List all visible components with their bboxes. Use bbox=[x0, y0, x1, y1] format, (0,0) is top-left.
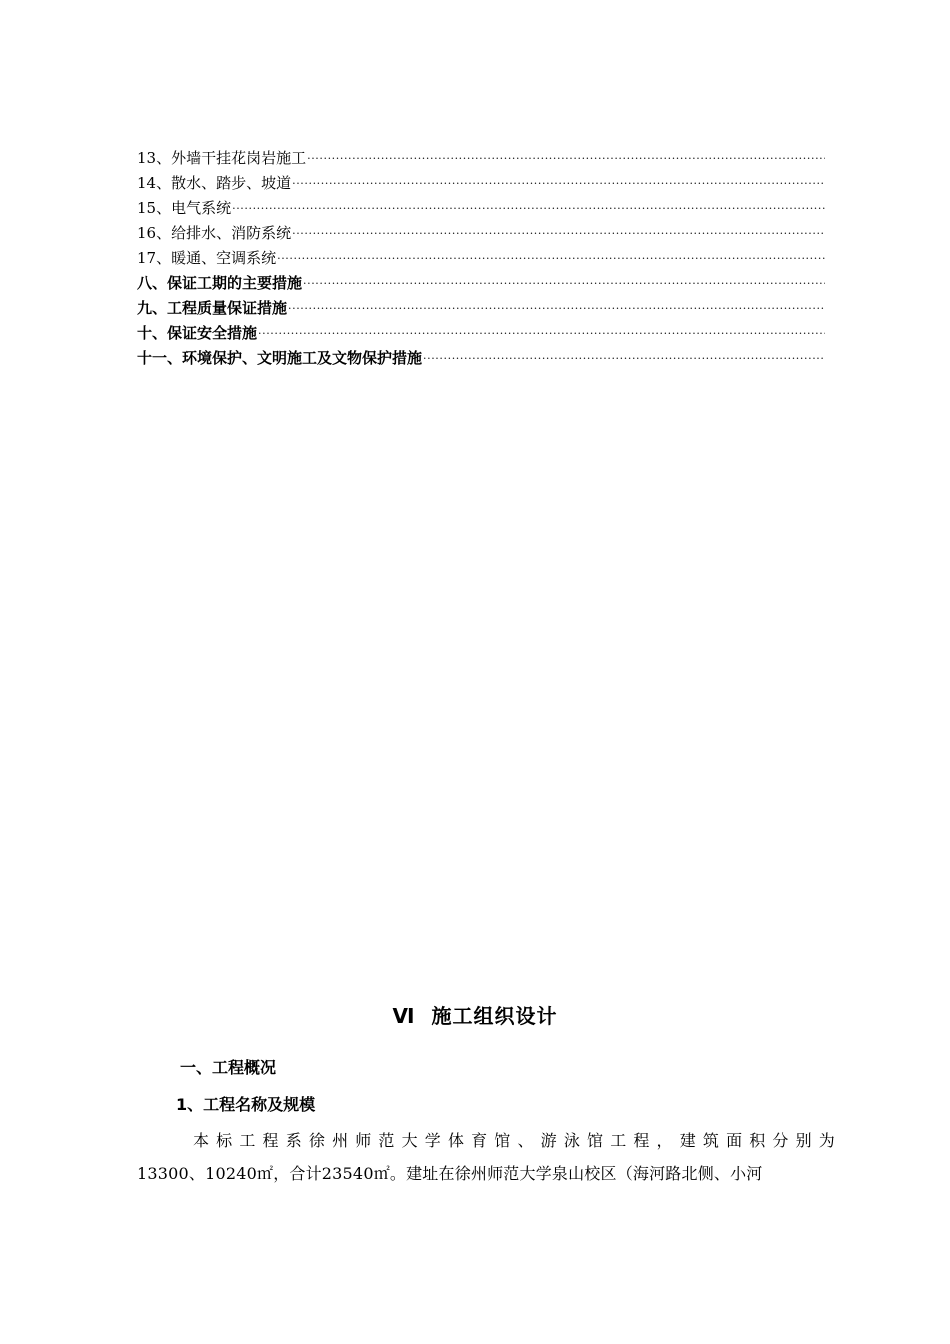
toc-dot-leader bbox=[307, 150, 825, 168]
section-heading: 一、工程概况 bbox=[180, 1058, 277, 1077]
toc-entry[interactable] bbox=[137, 293, 825, 318]
paragraph-line: 13300、10240㎡，合计23540㎡。建址在徐州师范大学泉山校区（海河路北侧、小河 bbox=[137, 1164, 763, 1183]
subsection-heading: 1、工程名称及规模 bbox=[176, 1095, 316, 1114]
toc-entry[interactable] bbox=[137, 143, 825, 168]
toc-entry-label: 十、保证安全措施 bbox=[137, 324, 258, 342]
toc-entry-label: 15、电气系统 bbox=[137, 199, 232, 217]
toc-entry-label: 九、工程质量保证措施 bbox=[137, 299, 288, 317]
toc-entry[interactable] bbox=[137, 218, 825, 243]
chapter-title: Ⅵ 施工组织设计 bbox=[392, 1004, 558, 1028]
body-paragraph bbox=[137, 1124, 837, 1190]
toc-entry-label: 13、外墙干挂花岗岩施工 bbox=[137, 149, 307, 167]
toc-dot-leader bbox=[277, 250, 825, 268]
toc-entry[interactable] bbox=[137, 168, 825, 193]
toc-entry[interactable] bbox=[137, 268, 825, 293]
toc-entry[interactable] bbox=[137, 318, 825, 343]
toc-entry[interactable] bbox=[137, 343, 825, 368]
toc-entry-label: 八、保证工期的主要措施 bbox=[137, 274, 303, 292]
toc-dot-leader bbox=[288, 300, 825, 318]
table-of-contents bbox=[137, 143, 825, 368]
toc-entry[interactable] bbox=[137, 243, 825, 268]
toc-dot-leader bbox=[303, 275, 825, 293]
toc-entry[interactable] bbox=[137, 193, 825, 218]
toc-dot-leader bbox=[292, 225, 825, 243]
toc-entry-label: 14、散水、踏步、坡道 bbox=[137, 174, 292, 192]
toc-entry-label: 十一、环境保护、文明施工及文物保护措施 bbox=[137, 349, 423, 367]
toc-entry-label: 16、给排水、消防系统 bbox=[137, 224, 292, 242]
toc-dot-leader bbox=[232, 200, 825, 218]
paragraph-line: 本标工程系徐州师范大学体育馆、游泳馆工程，建筑面积分别为 bbox=[193, 1131, 837, 1150]
toc-dot-leader bbox=[292, 175, 825, 193]
toc-entry-label: 17、暖通、空调系统 bbox=[137, 249, 277, 267]
toc-dot-leader bbox=[258, 325, 825, 343]
toc-dot-leader bbox=[423, 350, 825, 368]
